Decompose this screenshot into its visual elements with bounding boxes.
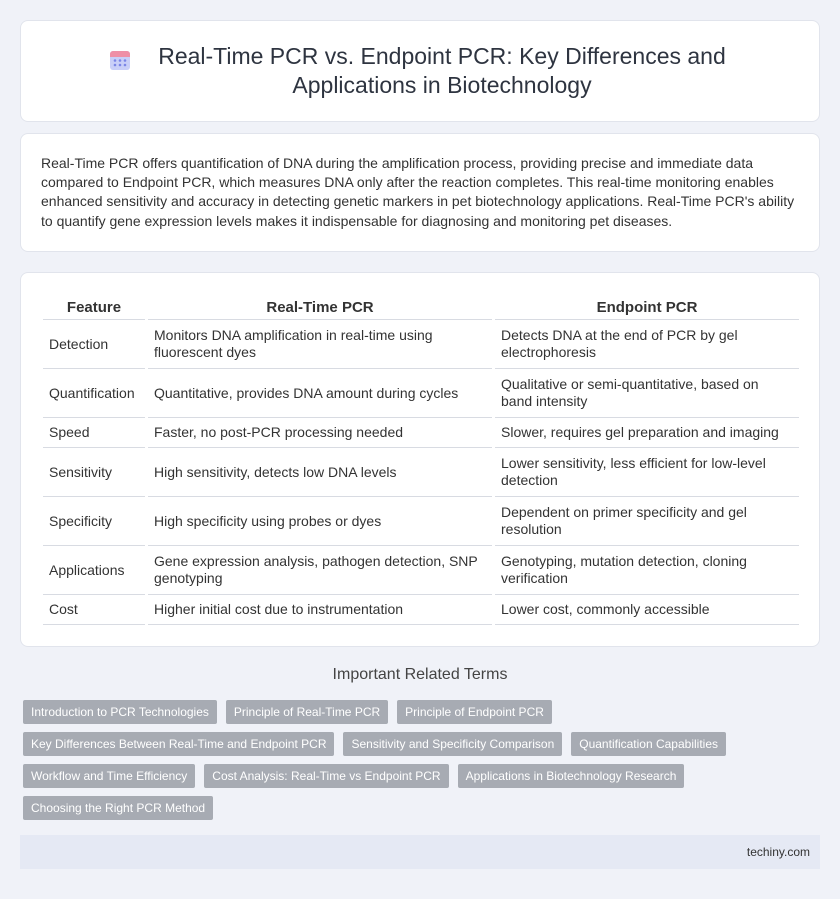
related-terms-title: Important Related Terms bbox=[332, 666, 508, 683]
footer-site-name[interactable]: techiny.com bbox=[746, 845, 810, 859]
endpoint-cell: Dependent on primer specificity and gel resolution bbox=[495, 497, 799, 546]
real-time-cell: Faster, no post-PCR processing needed bbox=[148, 418, 492, 448]
title-card bbox=[20, 20, 820, 122]
related-term-tag[interactable]: Principle of Real-Time PCR bbox=[226, 700, 388, 724]
endpoint-cell: Slower, requires gel preparation and imaging bbox=[495, 418, 799, 448]
feature-cell: Specificity bbox=[43, 497, 145, 546]
real-time-cell: High sensitivity, detects low DNA levels bbox=[148, 448, 492, 497]
endpoint-cell: Detects DNA at the end of PCR by gel electrophoresis bbox=[495, 320, 799, 369]
endpoint-cell: Qualitative or semi-quantitative, based on band intensity bbox=[495, 369, 799, 418]
table-row bbox=[43, 497, 799, 546]
comparison-card bbox=[20, 272, 820, 647]
related-terms-list bbox=[23, 700, 813, 820]
related-term-tag[interactable]: Principle of Endpoint PCR bbox=[397, 700, 552, 724]
real-time-cell: Monitors DNA amplification in real-time using fluorescent dyes bbox=[148, 320, 492, 369]
table-row bbox=[43, 448, 799, 497]
table-row bbox=[43, 418, 799, 448]
real-time-cell: High specificity using probes or dyes bbox=[148, 497, 492, 546]
related-term-tag[interactable]: Introduction to PCR Technologies bbox=[23, 700, 217, 724]
table-row bbox=[43, 546, 799, 595]
table-row bbox=[43, 369, 799, 418]
related-term-tag[interactable]: Choosing the Right PCR Method bbox=[23, 796, 213, 820]
calendar-icon bbox=[108, 48, 132, 72]
related-term-tag[interactable]: Cost Analysis: Real-Time vs Endpoint PCR bbox=[204, 764, 448, 788]
comparison-table bbox=[43, 293, 799, 625]
endpoint-cell: Lower sensitivity, less efficient for low-level detection bbox=[495, 448, 799, 497]
page-title: Real-Time PCR vs. Endpoint PCR: Key Differences and Applications in Biotechnology bbox=[158, 43, 726, 98]
column-header-real-time: Real-Time PCR bbox=[148, 293, 492, 320]
related-term-tag[interactable]: Sensitivity and Specificity Comparison bbox=[343, 732, 562, 756]
table-row bbox=[43, 320, 799, 369]
feature-cell: Applications bbox=[43, 546, 145, 595]
related-term-tag[interactable]: Key Differences Between Real-Time and Endpoint PCR bbox=[23, 732, 334, 756]
intro-card bbox=[20, 133, 820, 252]
feature-cell: Speed bbox=[43, 418, 145, 448]
intro-paragraph: Real-Time PCR offers quantification of DNA during the amplification process, providing precise and immediate data compared to Endpoint PCR, which measures DNA only after the reaction completes. This real-time monitoring enables enhanced sensitivity and accuracy in detecting genetic markers in pet biotechnology applications. Real-Time PCR's ability to quantify gene expression levels makes it indispensable for diagnosing and monitoring pet diseases. bbox=[41, 155, 795, 229]
footer bbox=[20, 835, 820, 869]
column-header-feature: Feature bbox=[43, 293, 145, 320]
endpoint-cell: Lower cost, commonly accessible bbox=[495, 595, 799, 625]
table-row bbox=[43, 595, 799, 625]
related-term-tag[interactable]: Applications in Biotechnology Research bbox=[458, 764, 685, 788]
table-header-row bbox=[43, 293, 799, 320]
real-time-cell: Gene expression analysis, pathogen detection, SNP genotyping bbox=[148, 546, 492, 595]
feature-cell: Sensitivity bbox=[43, 448, 145, 497]
related-term-tag[interactable]: Workflow and Time Efficiency bbox=[23, 764, 195, 788]
real-time-cell: Higher initial cost due to instrumentation bbox=[148, 595, 492, 625]
real-time-cell: Quantitative, provides DNA amount during cycles bbox=[148, 369, 492, 418]
feature-cell: Cost bbox=[43, 595, 145, 625]
endpoint-cell: Genotyping, mutation detection, cloning verification bbox=[495, 546, 799, 595]
related-term-tag[interactable]: Quantification Capabilities bbox=[571, 732, 726, 756]
feature-cell: Quantification bbox=[43, 369, 145, 418]
column-header-endpoint: Endpoint PCR bbox=[495, 293, 799, 320]
feature-cell: Detection bbox=[43, 320, 145, 369]
